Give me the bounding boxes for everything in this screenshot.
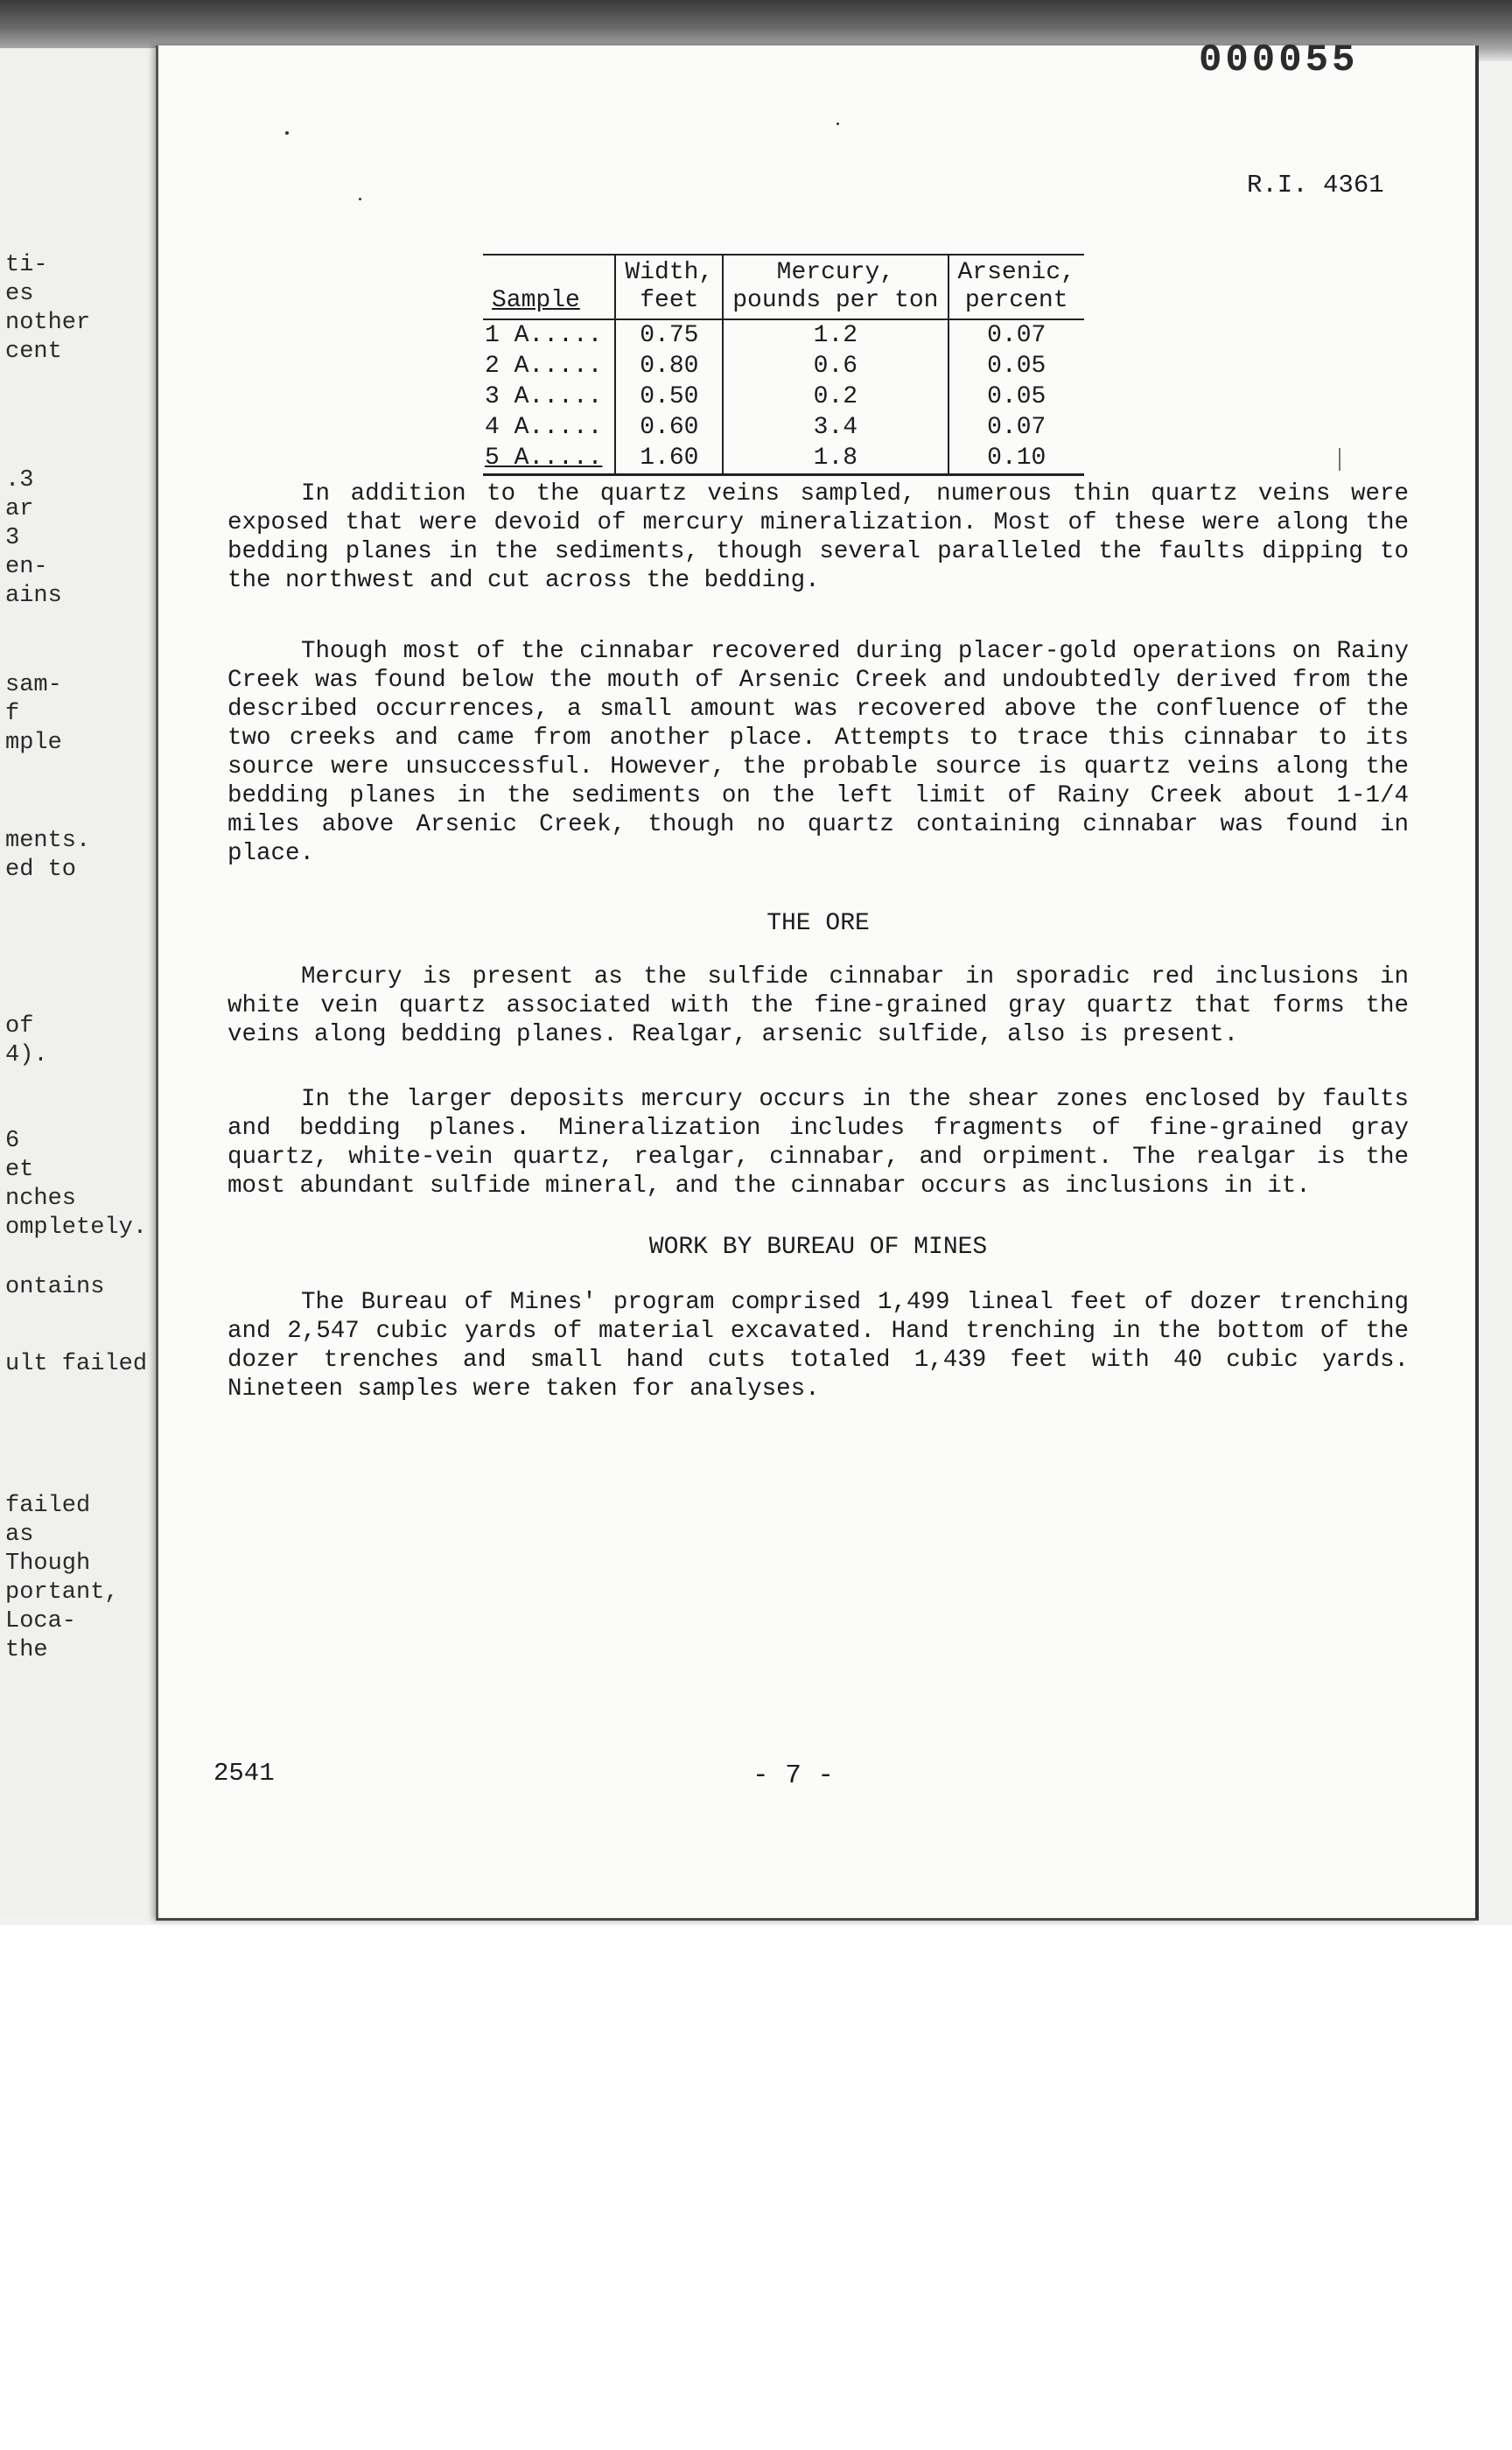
- fragment-text: 4).: [5, 1042, 48, 1068]
- column-header-width: Width, feet: [615, 255, 723, 319]
- fragment-text: portant,: [5, 1579, 119, 1606]
- sample-analysis-table: [483, 254, 1084, 476]
- fragment-text: of: [5, 1013, 34, 1040]
- heading-the-ore: THE ORE: [766, 910, 870, 937]
- cell-arsenic: 0.05: [987, 353, 1046, 380]
- cell-width: 0.75: [615, 319, 723, 351]
- cell-width: 1.60: [615, 443, 723, 475]
- fragment-text: ed to: [5, 857, 77, 883]
- column-header-arsenic: Arsenic, percent: [948, 255, 1084, 319]
- fragment-text: f: [5, 701, 20, 727]
- fragment-text: es: [5, 281, 34, 307]
- fragment-text: ti-: [5, 252, 48, 278]
- fragment-text: Loca-: [5, 1608, 77, 1634]
- footer-code: 2541: [214, 1759, 275, 1788]
- cell-sample: 2 A.....: [483, 351, 615, 382]
- cell-sample: 3 A.....: [483, 382, 615, 412]
- fragment-text: en-: [5, 554, 48, 580]
- fragment-text: Though: [5, 1550, 91, 1577]
- cell-arsenic: 0.05: [987, 383, 1046, 410]
- cell-mercury: 1.2: [723, 319, 948, 351]
- cell-mercury: 1.8: [723, 443, 948, 475]
- report-id: R.I. 4361: [1247, 171, 1384, 200]
- fragment-text: ains: [5, 583, 62, 609]
- cell-mercury: 0.6: [723, 351, 948, 382]
- table-row: [483, 412, 1084, 443]
- cell-sample: 4 A.....: [483, 412, 615, 443]
- table-header-row: [483, 255, 1084, 319]
- fragment-text: ments.: [5, 828, 91, 854]
- fragment-text: nother: [5, 310, 91, 336]
- document-stamp-number: 000055: [1199, 38, 1359, 82]
- scan-speck: [359, 198, 361, 200]
- cell-sample: 1 A.....: [483, 319, 615, 351]
- scan-speck: [836, 122, 839, 125]
- cell-arsenic: 0.07: [987, 322, 1046, 349]
- fragment-text: 6: [5, 1128, 20, 1154]
- fragment-text: mple: [5, 730, 62, 756]
- page-number: - 7 -: [752, 1760, 835, 1791]
- fragment-text: ompletely.: [5, 1214, 148, 1241]
- column-header-sample: Sample: [483, 255, 615, 319]
- scan-speck: [1339, 448, 1340, 471]
- fragment-text: .3: [5, 467, 34, 494]
- heading-work-by-bureau: WORK BY BUREAU OF MINES: [648, 1234, 988, 1261]
- fragment-text: nches: [5, 1186, 77, 1212]
- underlying-page: [0, 48, 159, 1916]
- fragment-text: the: [5, 1637, 48, 1663]
- cell-mercury: 0.2: [723, 382, 948, 412]
- paragraph-cinnabar-source: Though most of the cinnabar recovered during placer-gold operations on Rainy Creek was found below the mouth of Arsenic Creek and undoubtedly derived from the described occurrences, a small amount was recovered above the confluence of the two creeks and came from another place. Attempts to trace this cinnabar to its source were unsuccessful. However, the probable source is quartz veins along the bedding planes in the sediments on the left limit of Rainy Creek about 1-1/4 miles above Arsenic Creek, though no quartz containing cinnabar was found in place.: [228, 638, 1409, 867]
- cell-arsenic: 0.10: [948, 443, 1084, 475]
- scan-speck: [285, 131, 289, 135]
- cell-width: 0.80: [615, 351, 723, 382]
- fragment-text: as: [5, 1522, 34, 1548]
- fragment-text: ontains: [5, 1274, 105, 1300]
- table-row: [483, 351, 1084, 382]
- fragment-text: cent: [5, 339, 62, 365]
- fragment-text: sam-: [5, 672, 62, 698]
- table-row: [483, 382, 1084, 412]
- cell-arsenic: 0.07: [987, 414, 1046, 441]
- fragment-text: 3: [5, 525, 20, 551]
- table-row: [483, 443, 1084, 475]
- cell-mercury: 3.4: [723, 412, 948, 443]
- paragraph-larger-deposits: In the larger deposits mercury occurs in the shear zones enclosed by faults and bedding planes. Mineralization includes fragments of fine-grained gray quartz, white-vein quartz, realgar, cinnabar, and orpiment. The realgar is the most abundant sulfide mineral, and the cinnabar occurs as inclusions in it.: [228, 1086, 1409, 1200]
- column-header-mercury: Mercury, pounds per ton: [723, 255, 948, 319]
- cell-width: 0.60: [615, 412, 723, 443]
- cell-sample: 5 A.....: [483, 443, 615, 475]
- table-row: [483, 319, 1084, 351]
- fragment-text: ult failed: [5, 1351, 148, 1377]
- paragraph-mercury-present: Mercury is present as the sulfide cinnabar in sporadic red inclusions in white vein quartz associated with the fine-grained gray quartz that forms the veins along bedding planes. Realgar, arsenic sulfide, also is present.: [228, 963, 1409, 1048]
- fragment-text: ar: [5, 496, 34, 522]
- fragment-text: failed: [5, 1493, 91, 1519]
- fragment-text: et: [5, 1157, 34, 1183]
- paragraph-quartz-veins: In addition to the quartz veins sampled, numerous thin quartz veins were exposed that were devoid of mercury mineralization. Most of these were along the bedding planes in the sediments, though several paralleled the faults dipping to the northwest and cut across the bedding.: [228, 480, 1409, 594]
- paragraph-bureau-program: The Bureau of Mines' program comprised 1,499 lineal feet of dozer trenching and 2,547 cubic yards of material excavated. Hand trenching in the bottom of the dozer trenches and small hand cuts totaled 1,439 feet with 40 cubic yards. Nineteen samples were taken for analyses.: [228, 1289, 1409, 1403]
- cell-width: 0.50: [615, 382, 723, 412]
